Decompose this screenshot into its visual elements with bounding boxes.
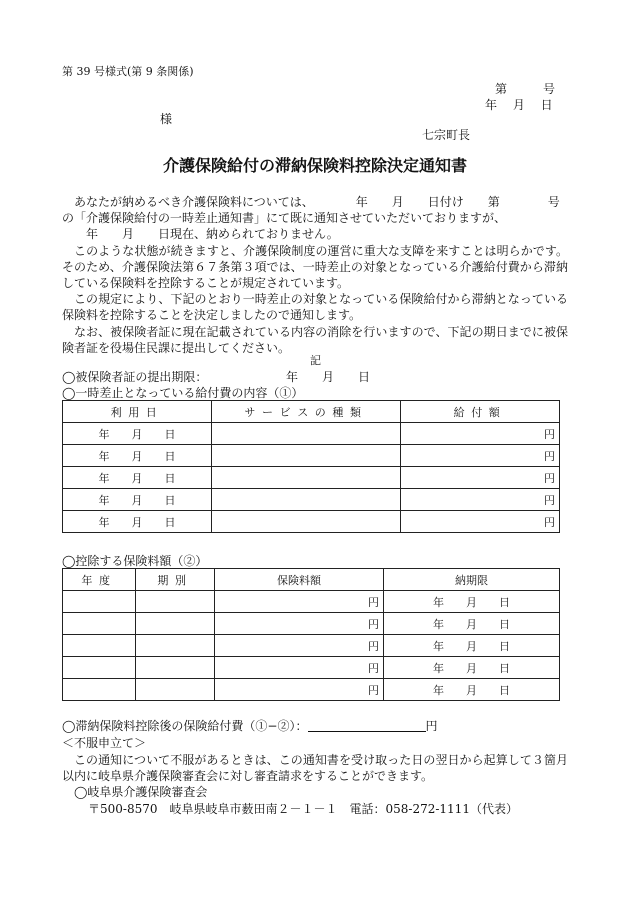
benefit-amount-cell[interactable]: 円 [401, 489, 560, 511]
due-date-cell[interactable]: 年 月 日 [384, 635, 560, 657]
service-type-cell[interactable] [212, 423, 401, 445]
table2-caption: ◯控除する保険料額（②） [62, 554, 208, 568]
header-benefit-amount: 給付額 [401, 401, 560, 423]
issuer: 七宗町長 [422, 128, 471, 142]
premium-amount-cell[interactable]: 円 [215, 679, 384, 701]
appeal-text: この通知について不服があるときは、この通知書を受け取った日の翌日から起算して３箇月以内に岐阜県介護保険審査会に対し審査請求をすることができます。 [62, 753, 568, 784]
due-date-cell[interactable]: 年 月 日 [384, 657, 560, 679]
table-row [63, 511, 560, 533]
table1-caption: ◯一時差止となっている給付費の内容（①） [62, 386, 304, 400]
header-premium-amount: 保険料額 [215, 569, 384, 591]
header-service-type: サービスの種類 [212, 401, 401, 423]
review-board-name: ◯岐阜県介護保険審査会 [74, 785, 208, 799]
net-benefit-line [62, 719, 438, 732]
paragraph-2: このような状態が続きますと、介護保険制度の運営に重大な支障を来すことは明らかです。そのため、介護保険法第６７条第３項では、一時差止の対象となっている介護給付費から滞納している保険料を控除することが規定されています。 [62, 243, 568, 291]
usage-date-cell[interactable]: 年 月 日 [63, 467, 212, 489]
appeal-heading: ＜不服申立て＞ [62, 736, 147, 750]
paragraph-1-line1: あなたが納めるべき介護保険料については、 年 月 日付け 第 号 [74, 195, 560, 209]
due-date-cell[interactable]: 年 月 日 [384, 679, 560, 701]
body-text [62, 194, 568, 356]
usage-date-cell[interactable]: 年 月 日 [63, 423, 212, 445]
addressee-suffix: 様 [160, 112, 173, 126]
premium-table [62, 568, 560, 701]
usage-date-cell[interactable]: 年 月 日 [63, 511, 212, 533]
due-date-cell[interactable]: 年 月 日 [384, 613, 560, 635]
premium-amount-cell[interactable]: 円 [215, 591, 384, 613]
service-type-cell[interactable] [212, 445, 401, 467]
issue-date: 年 月 日 [485, 98, 553, 112]
table-row [63, 423, 560, 445]
net-benefit-label: ◯滞納保険料控除後の保険給付費（①−②）： [62, 719, 308, 733]
term-cell[interactable] [136, 635, 215, 657]
table-header-row [63, 401, 560, 423]
benefit-amount-cell[interactable]: 円 [401, 511, 560, 533]
service-type-cell[interactable] [212, 489, 401, 511]
table-row [63, 591, 560, 613]
premium-amount-cell[interactable]: 円 [215, 613, 384, 635]
usage-date-cell[interactable]: 年 月 日 [63, 489, 212, 511]
fiscal-year-cell[interactable] [63, 591, 136, 613]
header-due-date: 納期限 [384, 569, 560, 591]
net-benefit-field[interactable] [308, 719, 426, 732]
paragraph-1-line2: の「介護保険給付の一時差止通知書」にて既に通知させていただいておりますが、 [62, 211, 507, 226]
table-row [63, 613, 560, 635]
header-usage-date: 利用日 [63, 401, 212, 423]
term-cell[interactable] [136, 613, 215, 635]
service-type-cell[interactable] [212, 467, 401, 489]
document-number: 第 号 [495, 82, 556, 96]
service-type-cell[interactable] [212, 511, 401, 533]
ki-mark: 記 [310, 354, 321, 367]
usage-date-cell[interactable]: 年 月 日 [63, 445, 212, 467]
fiscal-year-cell[interactable] [63, 635, 136, 657]
premium-amount-cell[interactable]: 円 [215, 635, 384, 657]
form-id: 第 39 号様式(第 9 条関係) [62, 65, 194, 78]
term-cell[interactable] [136, 591, 215, 613]
net-benefit-unit: 円 [425, 719, 438, 733]
paragraph-3: この規定により、下記のとおり一時差止の対象となっている保険給付から滞納となっている保険料を控除することを決定しましたので通知します。 [62, 292, 568, 323]
term-cell[interactable] [136, 657, 215, 679]
premium-amount-cell[interactable]: 円 [215, 657, 384, 679]
table-header-row [63, 569, 560, 591]
appeal-block [62, 752, 568, 784]
fiscal-year-cell[interactable] [63, 679, 136, 701]
table-row [63, 679, 560, 701]
benefit-amount-cell[interactable]: 円 [401, 423, 560, 445]
header-fiscal-year: 年度 [63, 569, 136, 591]
review-board-address: 〒500-8570 岐阜県岐阜市薮田南２－１－１ 電話：058-272-1111（代表） [88, 802, 518, 816]
benefit-table [62, 400, 560, 533]
table-row [63, 489, 560, 511]
deadline-value: 年 月 日 [286, 370, 371, 384]
header-term: 期別 [136, 569, 215, 591]
paragraph-1-line3: 年 月 日現在、納められておりません。 [62, 227, 339, 242]
deadline-label: ◯被保険者証の提出期限： [62, 370, 208, 384]
benefit-amount-cell[interactable]: 円 [401, 445, 560, 467]
paragraph-4: なお、被保険者証に現在記載されている内容の消除を行いますので、下記の期日までに被保険者証を役場住民課に提出してください。 [62, 324, 568, 355]
due-date-cell[interactable]: 年 月 日 [384, 591, 560, 613]
fiscal-year-cell[interactable] [63, 657, 136, 679]
fiscal-year-cell[interactable] [63, 613, 136, 635]
table-row [63, 445, 560, 467]
page-title: 介護保険給付の滞納保険料控除決定通知書 [162, 156, 467, 175]
benefit-amount-cell[interactable]: 円 [401, 467, 560, 489]
table-row [63, 657, 560, 679]
table-row [63, 467, 560, 489]
term-cell[interactable] [136, 679, 215, 701]
table-row [63, 635, 560, 657]
